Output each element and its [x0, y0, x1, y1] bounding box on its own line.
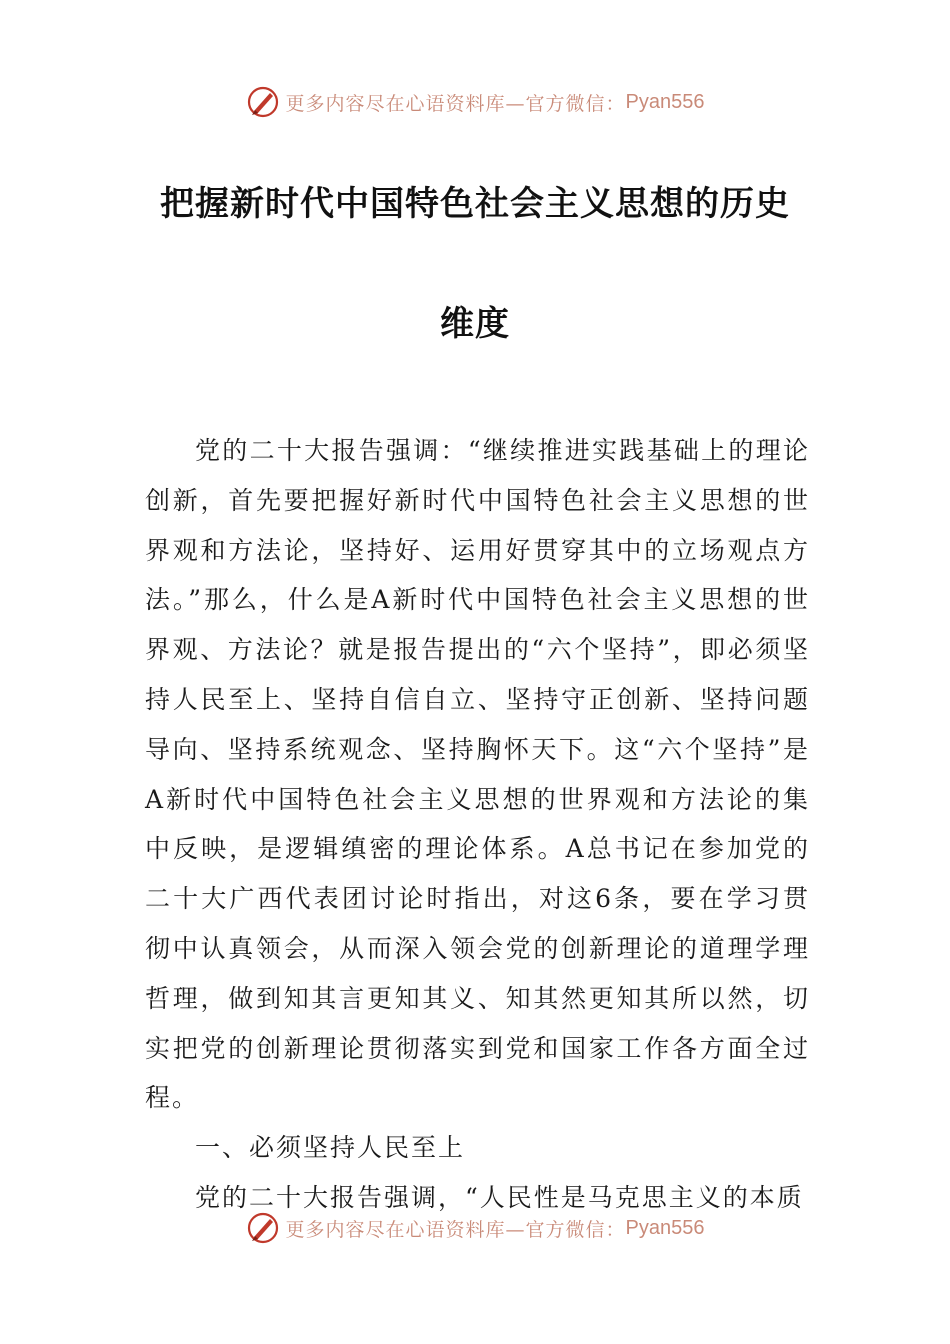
wechat-id: Pyan556: [625, 1216, 705, 1239]
pen-logo-icon: [246, 1211, 280, 1245]
pen-logo-icon: [246, 85, 280, 119]
section-heading: 一、必须坚持人民至上: [195, 1133, 466, 1163]
footer-watermark: [0, 1208, 950, 1248]
body-paragraph: 党的二十大报告强调，“人民性是马克思主义的本质: [195, 1182, 804, 1212]
body-paragraph: 党的二十大报告强调：“继续推进实践基础上的理论创新，首先要把握好新时代中国特色社会主义思想的世界观和方法论，坚持好、运用好贯穿其中的立场观点方法。”那么，什么是A新时代中国特色社会主义思想的世界观、方法论？就是报告提出的“六个坚持”，即必须坚持人民至上、坚持自信自立、坚持守正创新、坚持问题导向、坚持系统观念、坚持胸怀天下。这“六个坚持”是A新时代中国特色社会主义思想的世界观和方法论的集中反映，是逻辑缜密的理论体系。A总书记在参加党的二十大广西代表团讨论时指出，对这6条，要在学习贯彻中认真领会，从而深入领会党的创新理论的道理学理哲理，做到知其言更知其义、知其然更知其所以然，切实把党的创新理论贯彻落实到党和国家工作各方面全过程。: [145, 436, 810, 1113]
document-title-line-2: 维度: [440, 304, 510, 344]
watermark-text: 更多内容尽在心语资料库—官方微信：: [285, 92, 626, 115]
document-body: [145, 426, 810, 1223]
wechat-id: Pyan556: [625, 90, 705, 113]
document-title-line-1: 把握新时代中国特色社会主义思想的历史: [160, 184, 790, 224]
watermark-text: 更多内容尽在心语资料库—官方微信：: [285, 1218, 626, 1241]
header-watermark: [0, 82, 950, 122]
